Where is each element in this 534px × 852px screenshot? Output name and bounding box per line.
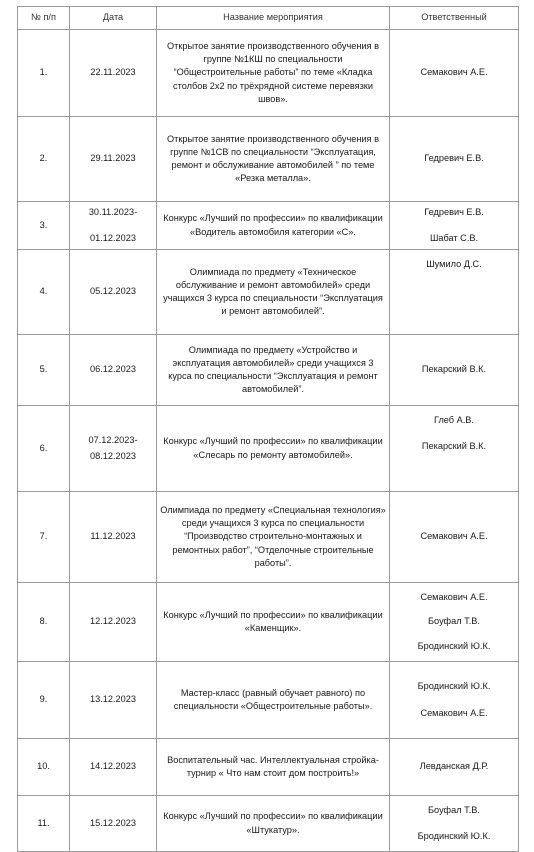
responsible-person: Семакович А.Е. [420, 707, 488, 718]
row-date-start: 30.11.2023- [88, 206, 138, 217]
row-date [70, 202, 157, 250]
row-date: 15.12.2023 [70, 796, 157, 852]
header-num: № п/п [18, 7, 70, 30]
header-responsible: Ответственный [390, 7, 519, 30]
row-num: 4. [18, 250, 70, 335]
table-row [18, 117, 519, 202]
responsible-person: Боуфал Т.В. [428, 616, 480, 627]
responsible-person: Семакович А.Е. [420, 592, 488, 603]
row-event: Конкурс «Лучший по профессии» по квалификации «Каменщик». [157, 583, 390, 662]
row-responsible: Шумило Д.С. [390, 250, 519, 335]
row-event: Открытое занятие производственного обучения в группе №1КШ по специальности “Общестроительные работы” по теме «Кладка столбов 2х2 по трёхрядной системе перевязки швов». [157, 30, 390, 117]
row-responsible: Пекарский В.К. [390, 335, 519, 406]
row-responsible [390, 202, 519, 250]
table-row [18, 406, 519, 492]
row-date: 22.11.2023 [70, 30, 157, 117]
responsible-person: Шабат С.В. [429, 233, 479, 243]
row-date-end: 01.12.2023 [90, 233, 136, 243]
row-date: 13.12.2023 [70, 662, 157, 739]
row-num: 9. [18, 662, 70, 739]
row-date: 05.12.2023 [70, 250, 157, 335]
table-row [18, 492, 519, 583]
row-responsible: Семакович А.Е. [390, 492, 519, 583]
row-event: Олимпиада по предмету «Устройство и эксплуатация автомобилей» среди учащихся 3 курса по специальности “Эксплуатация и ремонт автомобилей”. [157, 335, 390, 406]
header-event: Название мероприятия [157, 7, 390, 30]
row-num: 8. [18, 583, 70, 662]
row-num: 1. [18, 30, 70, 117]
row-date: 11.12.2023 [70, 492, 157, 583]
row-num: 2. [18, 117, 70, 202]
row-date: 14.12.2023 [70, 739, 157, 796]
responsible-person: Пекарский В.К. [421, 441, 487, 452]
row-responsible: Семакович А.Е. [390, 30, 519, 117]
row-responsible: Гедревич Е.В. [390, 117, 519, 202]
table-row [18, 583, 519, 662]
row-event: Конкурс «Лучший по профессии» по квалификации «Штукатур». [157, 796, 390, 852]
row-responsible [390, 406, 519, 492]
events-table [17, 6, 519, 852]
responsible-person: Глеб А.В. [433, 415, 474, 425]
row-num: 6. [18, 406, 70, 492]
row-responsible [390, 662, 519, 739]
row-date: 06.12.2023 [70, 335, 157, 406]
table-row [18, 30, 519, 117]
row-event: Конкурс «Лучший по профессии» по квалификации «Водитель автомобиля категории «С». [157, 202, 390, 250]
table-row [18, 202, 519, 250]
row-date-end: 08.12.2023 [90, 450, 136, 461]
row-event: Мастер-класс (равный обучает равного) по специальности «Общестроительные работы». [157, 662, 390, 739]
header-row [18, 7, 519, 30]
row-num: 10. [18, 739, 70, 796]
row-responsible [390, 796, 519, 852]
header-date: Дата [70, 7, 157, 30]
row-event: Олимпиада по предмету «Техническое обслуживание и ремонт автомобилей» среди учащихся 3 курса по специальности “Эксплуатация и ремонт автомобилей”. [157, 250, 390, 335]
row-num: 7. [18, 492, 70, 583]
table-row [18, 250, 519, 335]
row-num: 3. [18, 202, 70, 250]
responsible-person: Гедревич Е.В. [424, 206, 484, 217]
row-event: Воспитательный час. Интеллектуальная стройка-турнир « Что нам стоит дом построить!» [157, 739, 390, 796]
row-responsible [390, 583, 519, 662]
row-responsible: Левданская Д.Р. [390, 739, 519, 796]
row-num: 5. [18, 335, 70, 406]
row-date: 12.12.2023 [70, 583, 157, 662]
table-row [18, 796, 519, 852]
responsible-person: Бродинский Ю.К. [417, 681, 491, 692]
row-date [70, 406, 157, 492]
row-num: 11. [18, 796, 70, 852]
table-row [18, 335, 519, 406]
row-event: Открытое занятие производственного обучения в группе №1СВ по специальности “Эксплуатация, ремонт и обслуживание автомобилей ” по теме «Резка металла». [157, 117, 390, 202]
row-date-start: 07.12.2023- [88, 435, 138, 446]
responsible-person: Боуфал Т.В. [428, 805, 480, 816]
responsible-person: Бродинский Ю.К. [417, 830, 491, 841]
row-event: Олимпиада по предмету «Специальная технология» среди учащихся 3 курса по специальности “Производство строительно-монтажных и ремонтных работ”, “Отделочные строительные работы”. [157, 492, 390, 583]
row-event: Конкурс «Лучший по профессии» по квалификации «Слесарь по ремонту автомобилей». [157, 406, 390, 492]
responsible-person: Бродинский Ю.К. [417, 640, 491, 651]
row-date: 29.11.2023 [70, 117, 157, 202]
table-row [18, 662, 519, 739]
table-row [18, 739, 519, 796]
